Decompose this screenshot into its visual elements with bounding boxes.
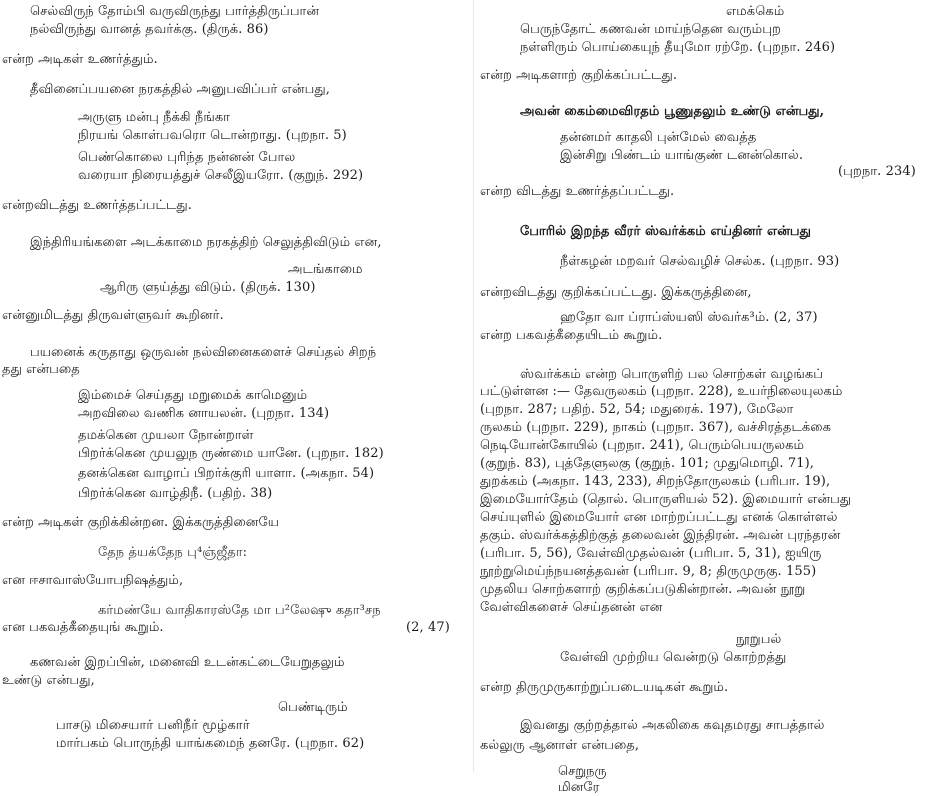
cut-off-line: [558, 762, 638, 795]
verse-line: பிறர்க்கென வாழ்திநீ. (பதிற். 38): [78, 486, 273, 501]
prose-line: தீவினைப்பயனை நரகத்தில் அனுபவிப்பர் என்பது,: [30, 82, 331, 97]
verse-heading: எமக்கெம்: [726, 4, 785, 19]
prose-line: போரில் இறந்த வீரர் ஸ்வர்க்கம் எய்தினர் என்பது: [520, 224, 812, 239]
prose-line: (குறுந். 83), புத்தேளுலகு (குறுந். 101; முதுமொழி. 71),: [480, 456, 815, 471]
sanskrit-line: கர்மண்யே வாதிகாரஸ்தே மா ப²லேஷு கதா³சந: [98, 603, 381, 618]
prose-line: என்றவிடத்து உணர்த்தப்பட்டது.: [2, 198, 193, 213]
prose-line: நூற்றுமெய்ந்நயனத்தவன் (பரிபா. 9, 8; திருமுருகு. 155): [480, 564, 817, 579]
prose-line: என்றவிடத்து குறிக்கப்பட்டது. இக்கருத்தினை,: [480, 285, 752, 300]
verse-line: அருளு மன்பு நீக்கி நீங்கா: [78, 110, 231, 125]
verse-line: தன்னமர் காதலி புன்மேல் வைத்த: [560, 130, 757, 145]
citation: (புறநா. 234): [838, 164, 916, 179]
prose-line: கணவன் இறப்பின், மனைவி உடன்கட்டையேறுதலும்: [30, 655, 345, 670]
verse-line: பெண்கொலை புரிந்த நன்னன் போல: [78, 150, 296, 165]
verse-line: தமக்கென முயலா நோன்றாள்: [78, 428, 254, 443]
prose-line: முதலிய சொற்களாற் குறிக்கப்படுகின்றான். அவன் நூறு: [480, 582, 806, 597]
prose-line: என்னுமிடத்து திருவள்ளுவர் கூறினர்.: [2, 308, 224, 323]
prose-line: என்ற பகவத்கீதையிடம் கூறும்.: [480, 328, 663, 343]
prose-line: துறக்கம் (அகநா. 143, 233), சிறந்தோருலகம் (பரிபா. 19),: [480, 474, 831, 489]
verse-line: பிறர்க்கென முயலுந ருண்மை யானே. (புறநா. 182): [78, 446, 384, 461]
cut-off-text: செறுநரு மினரே: [558, 764, 607, 795]
prose-line: என பகவத்கீதையுங் கூறும்.: [2, 620, 164, 635]
prose-line: கல்லுரு ஆனாள் என்பதை,: [480, 738, 640, 753]
prose-line: அவன் கைம்மைவிரதம் பூணுதலும் உண்டு என்பது,: [520, 104, 825, 119]
prose-line: ஸ்வர்க்கம் என்ற பொருளிற் பல சொற்கள் வழங்கப்: [520, 367, 824, 382]
prose-line: பயனைக் கருதாது ஒருவன் நல்வினைகளைச் செய்தல் சிறந்: [30, 345, 377, 360]
prose-line: (புறநா. 287; பதிற். 52, 54; மதுரைக். 197), மேலோ: [480, 402, 794, 417]
verse-heading: அடங்காமை: [288, 262, 363, 277]
verse-line: நிரயங் கொள்பவரொ டொன்றாது. (புறநா. 5): [78, 128, 347, 143]
verse-line: மார்பகம் பொருந்தி யாங்கமைந் தனரே. (புறநா. 62): [56, 736, 365, 751]
verse-line: ஆரிரு ளுய்த்து விடும். (திருக். 130): [100, 280, 316, 295]
prose-line: என்ற அடிகளாற் குறிக்கப்பட்டது.: [480, 68, 678, 83]
verse-line: நீள்கழன் மறவர் செல்வழிச் செல்க. (புறநா. 93): [560, 254, 840, 269]
prose-line: செய்யுளில் இமையோர் என மாற்றப்பட்டது எனக் கொள்ளல்: [480, 510, 838, 525]
prose-line: இவனது குற்றத்தால் அகலிகை கவுதமரது சாபத்தால்: [520, 718, 825, 733]
verse-line: அறவிலை வணிக னாயலன். (புறநா. 134): [78, 406, 330, 421]
sanskrit-line: ஹதோ வா ப்ராப்ஸ்யஸி ஸ்வர்க³ம். (2, 37): [560, 310, 818, 325]
prose-line: என்ற அடிகள் குறிக்கின்றன. இக்கருத்தினையே: [2, 515, 279, 530]
verse-heading: நூறுபல்: [736, 632, 782, 647]
prose-line: (பரிபா. 5, 56), வேள்விமுதல்வன் (பரிபா. 5, 31), ஐயிரு: [480, 546, 822, 561]
verse-line: பாசடு மிசையார் பனிநீர் மூழ்கார்: [56, 718, 250, 733]
verse-line: வரையா நிரையத்துச் செலீஇயரோ. (குறுந். 292): [78, 168, 364, 183]
verse-line: இம்மைச் செய்தது மறுமைக் காமெனும்: [78, 388, 308, 403]
verse-line: நள்ளிரும் பொய்கையுந் தீயுமோ ரற்றே. (புறநா. 246): [520, 40, 836, 55]
verse-heading: பெண்டிரும்: [278, 700, 348, 715]
prose-line: தகும். ஸ்வர்க்கத்திற்குத் தலைவன் இந்திரன். அவன் புரந்தரன்: [480, 528, 841, 543]
verse-line: இன்சிறு பிண்டம் யாங்குண் டனன்கொல்.: [560, 148, 804, 163]
verse-line: செல்விருந் தோம்பி வருவிருந்து பார்த்திருப்பான்: [30, 4, 320, 19]
prose-line: என்ற விடத்து உணர்த்தப்பட்டது.: [480, 184, 675, 199]
sanskrit-line: தேந த்யக்தேந பு⁴ஞ்ஜீதா:: [98, 545, 248, 560]
prose-line: வேள்விகளைச் செய்தனன் என: [480, 600, 663, 615]
prose-line: என்ற திருமுருகாற்றுப்படையடிகள் கூறும்.: [480, 680, 729, 695]
citation: (2, 47): [406, 620, 450, 635]
verse-line: தனக்கென வாழாப் பிறர்க்குரி யாளா. (அகநா. 54): [78, 466, 375, 481]
prose-line: நெடியோன்கோயில் (புறநா. 241), பெரும்பெயருலகம்: [480, 438, 805, 453]
prose-line: என்ற அடிகள் உணர்த்தும்.: [2, 52, 158, 67]
prose-line: இமையோர்தேம் (தொல். பொருளியல் 52). இமையார் என்பது: [480, 492, 852, 507]
prose-line: தது என்பதை: [2, 362, 80, 377]
verse-line: வேள்வி முற்றிய வென்றடு கொற்றத்து: [560, 650, 787, 665]
verse-line: நல்விருந்து வானத் தவர்க்கு. (திருக். 86): [30, 22, 269, 37]
prose-line: உண்டு என்பது,: [2, 673, 95, 688]
prose-line: ருலகம் (புறநா. 229), நாகம் (புறநா. 367), வச்சிரத்தடக்கை: [480, 420, 832, 435]
column-divider: [473, 0, 474, 772]
verse-line: பெருந்தோட் கணவன் மாய்ந்தென வரும்புற: [520, 22, 781, 37]
prose-line: பட்டுள்ளன :— தேவருலகம் (புறநா. 228), உயர்நிலையுலகம்: [480, 384, 843, 399]
prose-line: இந்திரியங்களை அடக்காமை நரகத்திற் செலுத்திவிடும் என,: [30, 235, 382, 250]
prose-line: என ஈசாவாஸ்யோபநிஷத்தும்,: [2, 573, 184, 588]
